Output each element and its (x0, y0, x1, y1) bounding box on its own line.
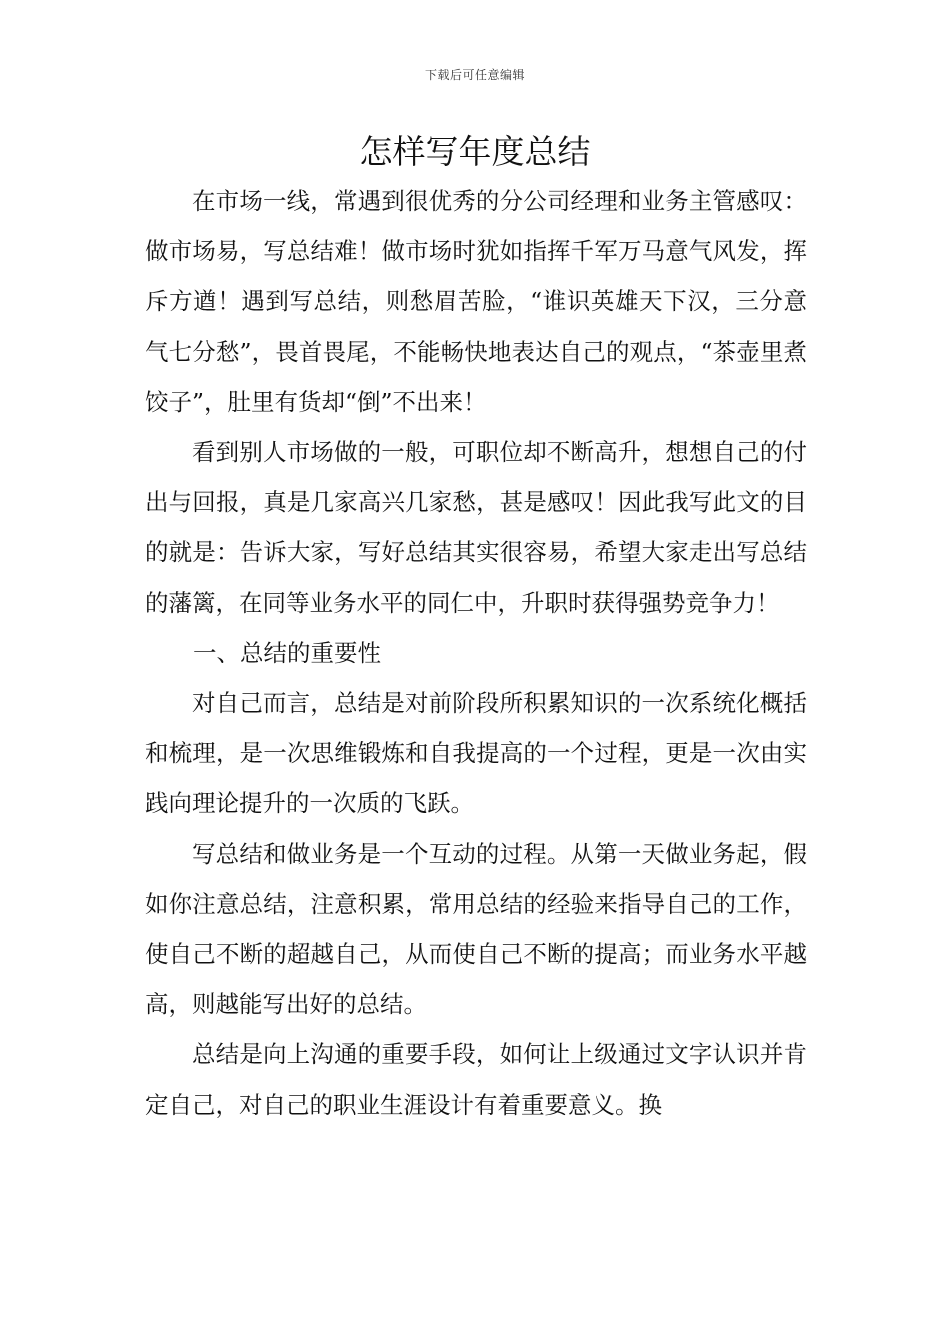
document-body (145, 176, 807, 1130)
document-title: 怎样写年度总结 (359, 132, 591, 171)
paragraph-purpose: 看到别人市场做的一般，可职位却不断高升，想想自己的付出与回报，真是几家高兴几家愁，甚是感叹！因此我写此文的目的就是：告诉大家，写好总结其实很容易，希望大家走出写总结的藩篱，在同等业务水平的同仁中，升职时获得强势竞争力！ (145, 438, 807, 617)
section-heading-importance: 一、总结的重要性 (193, 638, 381, 667)
paragraph-interaction: 写总结和做业务是一个互动的过程。从第一天做业务起，假如你注意总结，注意积累，常用总结的经验来指导自己的工作，使自己不断的超越自己，从而使自己不断的提高；而业务水平越高，则越能写出好的总结。 (145, 839, 807, 1019)
header-note: 下载后可任意编辑 (424, 68, 525, 82)
paragraph-intro: 在市场一线，常遇到很优秀的分公司经理和业务主管感叹：做市场易，写总结难！做市场时犹如指挥千军万马意气风发，挥斥方遒！遇到写总结，则愁眉苦脸，“谁识英雄天下汉，三分意气七分愁”，畏首畏尾，不能畅快地表达自己的观点，“茶壶里煮饺子”，肚里有货却“倒”不出来！ (145, 187, 807, 416)
paragraph-self-value: 对自己而言，总结是对前阶段所积累知识的一次系统化概括和梳理，是一次思维锻炼和自我提高的一个过程，更是一次由实践向理论提升的一次质的飞跃。 (145, 689, 807, 818)
paragraph-communication: 总结是向上沟通的重要手段，如何让上级通过文字认识并肯定自己，对自己的职业生涯设计有着重要意义。换 (145, 1040, 807, 1119)
